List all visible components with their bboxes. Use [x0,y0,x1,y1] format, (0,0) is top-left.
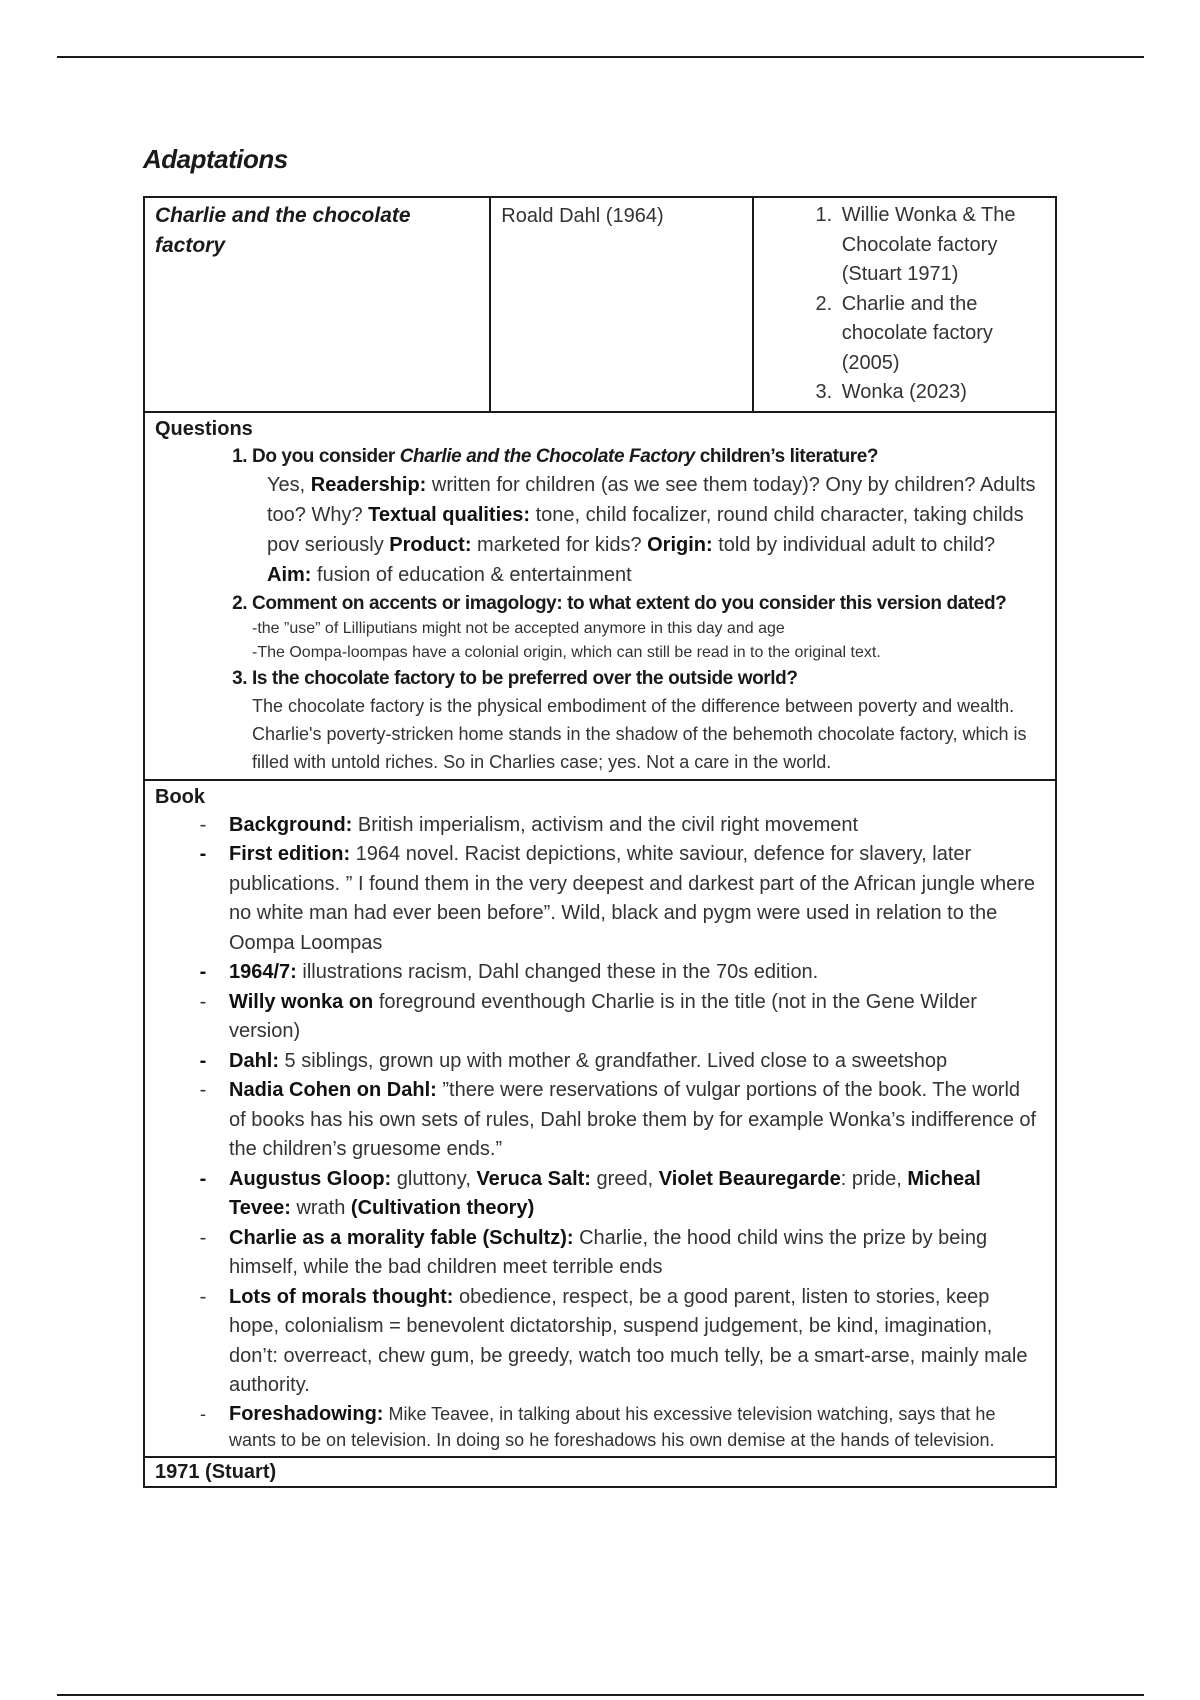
dash-bullet: - [199,961,207,983]
list-item [199,988,1039,1047]
question-italic-title: Charlie and the Chocolate Factory [399,445,695,467]
dash-bullet: - [199,1079,207,1101]
question-item [252,590,1045,665]
answer-line: -the ”use” of Lilliputians might not be accepted anymore in this day and age [252,619,785,637]
item-label: First edition: [229,843,351,865]
questions-row [144,412,1056,780]
item-text: Mike Teavee, in talking about his excessive television watching, says that he wants to be on television. In doing so he foreshadows his own demise at the hands of television. [229,1403,996,1450]
list-item: 2. Charlie and the chocolate factory (2005) [838,290,1045,379]
item-text: ”there were reservations of vulgar portions of the book. The world of books has his own sets of rules, Dahl broke them by for example Wonka’s indifference of the children’s gruesome ends.” [229,1079,1037,1160]
adaptations-table [143,196,1057,1488]
question-suffix: children’s literature? [694,445,879,467]
stuart-row [144,1457,1056,1487]
list-item [200,1401,1039,1453]
item-text: wrath [290,1197,351,1219]
item-label: Foreshadowing: [229,1402,384,1425]
questions-list [155,443,1045,776]
answer-segment: fusion of education & entertainment [311,563,632,586]
answer-text: The chocolate factory is the physical embodiment of the difference between poverty and wealth. Charlie's poverty-stricken home stands in the shadow of the behemoth chocolate factory, which is filled with untold riches. So in Charlies case; yes. Not a care in the world. [252,695,1027,772]
author-text: Roald Dahl (1964) [501,205,664,227]
stuart-heading: 1971 (Stuart) [155,1460,277,1483]
item-label: Veruca Salt: [476,1167,591,1190]
book-cell [144,780,1056,1457]
answer-label: Readership: [310,473,427,496]
list-item [199,1224,1039,1283]
list-item: 3. Wonka (2023) [838,378,1045,408]
book-title-cell [144,197,490,412]
item-label: Charlie as a morality fable (Schultz): [229,1226,574,1249]
item-text: Charlie, the hood child wins the prize by being himself, while the bad children meet terrible ends [229,1226,988,1278]
item-label: Augustus Gloop: [229,1167,392,1190]
list-item [199,1047,1039,1077]
answer-label: Textual qualities: [368,503,531,526]
item-text: gluttony, [391,1167,477,1190]
question-prefix: Do you consider [252,445,400,467]
dash-bullet: - [199,1285,207,1308]
question-text: Is the chocolate factory to be preferred over the outside world? [252,667,798,689]
book-notes-list [155,811,1045,1453]
dash-bullet: - [199,990,207,1013]
item-label: Background: [229,813,353,836]
adaptations-list [764,201,1045,408]
item-label: 1964/7: [229,961,297,983]
list-item [199,811,1039,841]
header-rule [57,56,1144,58]
item-text: : pride, [840,1167,908,1190]
item-label: Dahl: [229,1049,279,1072]
questions-title: Questions [155,417,253,440]
answer-segment: told by individual adult to child? [712,533,996,556]
questions-cell [144,412,1056,780]
item-text: 5 siblings, grown up with mother & grandfather. Lived close to a sweetshop [279,1049,948,1072]
item-label: (Cultivation theory) [350,1197,535,1219]
question-text [252,446,878,467]
answer-segment: marketed for kids? [471,533,648,556]
answer-line: -The Oompa-loompas have a colonial origin, which can still be read in to the original text. [252,643,881,661]
answer-yes: Yes, [267,473,311,496]
answer-label: Aim: [267,563,312,586]
answer-label: Product: [389,533,472,556]
item-label: Nadia Cohen on Dahl: [229,1079,437,1101]
author-cell [490,197,752,412]
item-label: Violet Beauregarde [658,1167,841,1190]
dash-bullet: - [199,843,207,865]
list-item [199,1165,1039,1224]
footer-rule [57,1694,1144,1696]
item-text: illustrations racism, Dahl changed these in the 70s edition. [296,961,819,983]
list-item [199,1283,1039,1401]
item-text: 1964 novel. Racist depictions, white saviour, defence for slavery, later publications. ” I found them in the very deepest and darkest part of the African jungle where no white man had ever been before”. Wild, black and pygm were used in relation to the Oompa Loompas [229,843,1036,954]
answer-label: Origin: [647,533,713,556]
page-heading: Adaptations [143,144,288,174]
answer-segment: written for children (as we see them today)? Ony by children? Adults too? Why? [267,473,1036,526]
item-text: British imperialism, activism and the civil right movement [352,813,859,836]
stuart-cell [144,1457,1056,1487]
item-text: obedience, respect, be a good parent, listen to stories, keep hope, colonialism = benevolent dictatorship, suspend judgement, be kind, imagination, don’t: overreact, chew gum, be greedy, watch too much telly, be a smart-arse, mainly male authority. [229,1285,1028,1396]
question-text: Comment on accents or imagology: to what extent do you consider this version dated? [252,592,1007,614]
list-item [199,840,1039,958]
answer-segment: tone, child focalizer, round child character, taking childs pov seriously [267,503,1024,556]
dash-bullet: - [199,1167,207,1190]
list-item [199,1076,1039,1165]
question-item [252,443,1045,590]
answer-text [252,470,1045,590]
item-label: Micheal Tevee: [229,1167,981,1219]
book-title-heading: Book [155,785,205,808]
dash-bullet: - [200,1403,206,1424]
book-title: Charlie and the chocolate factory [155,204,411,257]
list-item: 1. Willie Wonka & The Chocolate factory (Stuart 1971) [838,201,1045,290]
dash-bullet: - [199,813,207,836]
dash-bullet: - [199,1049,207,1072]
item-text: greed, [590,1167,659,1190]
list-item [199,958,1039,988]
item-label: Lots of morals thought: [229,1285,454,1308]
title-row [144,197,1056,412]
item-label: Willy wonka on [229,990,374,1013]
adaptations-cell [753,197,1056,412]
book-row [144,780,1056,1457]
item-text: foreground eventhough Charlie is in the title (not in the Gene Wilder version) [229,990,977,1042]
dash-bullet: - [199,1226,207,1249]
question-item [252,665,1045,776]
answer-text [252,617,1045,665]
